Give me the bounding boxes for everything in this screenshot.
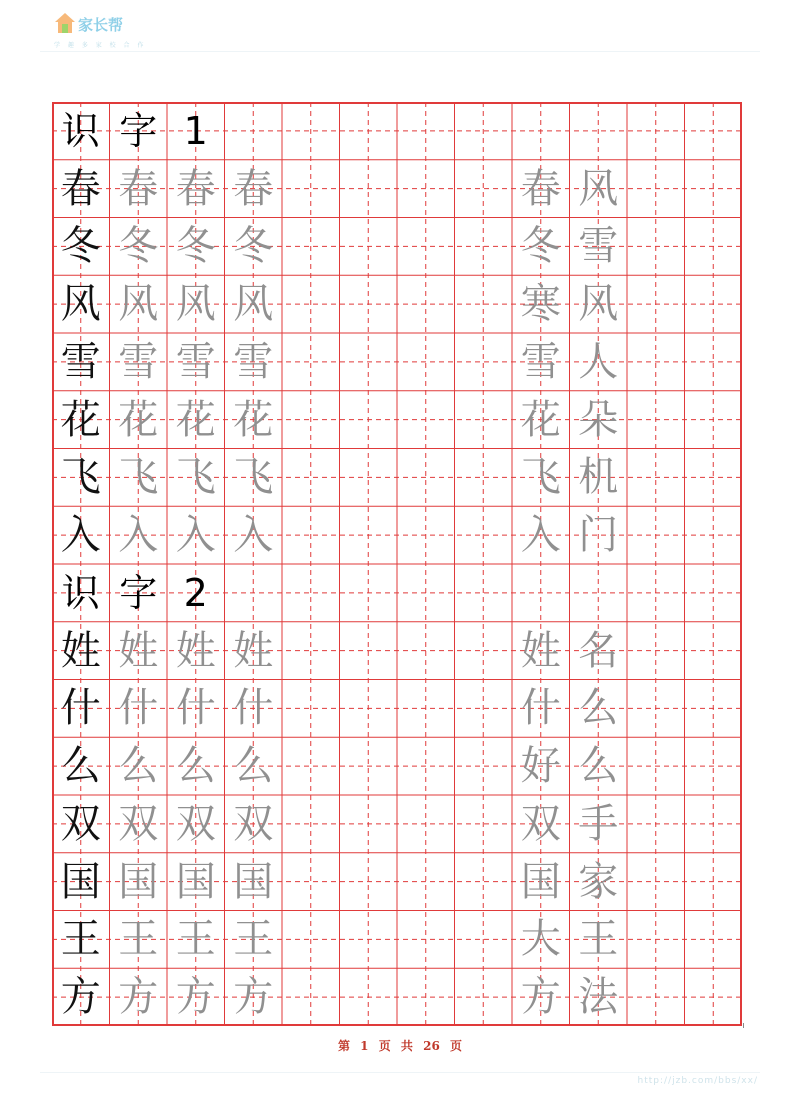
trace-char: 什 [175, 685, 216, 732]
lesson-heading-char: 字 [119, 570, 158, 615]
trace-char: 风 [118, 281, 159, 328]
model-char: 双 [60, 800, 101, 847]
trace-char: 雪 [233, 338, 274, 385]
trace-char: 双 [118, 800, 159, 847]
trace-char: 方 [118, 974, 159, 1021]
model-char: 姓 [60, 627, 101, 674]
word-char: 好 [520, 743, 561, 790]
word-char: 手 [578, 800, 619, 847]
total-pages-number: 26 [423, 1039, 440, 1053]
lesson-heading-char: 识 [61, 108, 100, 153]
word-char: 寒 [520, 281, 561, 328]
logo-text: 家长帮 [78, 16, 124, 34]
trace-char: 春 [233, 165, 274, 212]
trace-char: 王 [233, 916, 274, 963]
word-char: 姓 [520, 627, 561, 674]
lesson-heading-char: 识 [61, 570, 100, 615]
model-char: 风 [60, 281, 101, 328]
trace-char: 什 [118, 685, 159, 732]
trace-char: 方 [233, 974, 274, 1021]
word-char: 人 [578, 338, 619, 385]
crop-mark [743, 1023, 747, 1028]
trace-char: 冬 [118, 223, 159, 270]
word-char: 么 [578, 685, 619, 732]
model-char: 入 [60, 512, 101, 559]
trace-char: 春 [118, 165, 159, 212]
footer-divider [40, 1072, 760, 1073]
page-label: 页 [378, 1039, 391, 1053]
word-char: 大 [520, 916, 561, 963]
word-char: 王 [578, 916, 619, 963]
lesson-heading-char: 2 [183, 570, 208, 615]
word-char: 国 [520, 858, 561, 905]
model-char: 飞 [60, 454, 101, 501]
trace-char: 花 [118, 396, 159, 443]
total-label: 共 [400, 1039, 413, 1053]
word-char: 方 [520, 974, 561, 1021]
trace-char: 国 [175, 858, 216, 905]
word-char: 雪 [578, 223, 619, 270]
trace-char: 飞 [233, 454, 274, 501]
word-char: 双 [520, 800, 561, 847]
model-char: 国 [60, 858, 101, 905]
trace-char: 冬 [233, 223, 274, 270]
model-char: 什 [60, 685, 101, 732]
trace-char: 飞 [118, 454, 159, 501]
trace-char: 入 [118, 512, 159, 559]
trace-char: 国 [233, 858, 274, 905]
word-char: 花 [520, 396, 561, 443]
model-char: 王 [60, 916, 101, 963]
page-label-suffix: 页 [450, 1039, 463, 1053]
current-page-number: 1 [360, 1039, 369, 1053]
trace-char: 双 [233, 800, 274, 847]
word-char: 机 [578, 454, 619, 501]
trace-char: 么 [118, 743, 159, 790]
logo-subtitle: 学 趣 多 家 校 合 作 [54, 42, 147, 49]
trace-char: 王 [118, 916, 159, 963]
trace-char: 么 [175, 743, 216, 790]
model-char: 么 [60, 743, 101, 790]
lesson-heading-char: 字 [119, 108, 158, 153]
trace-char: 风 [233, 281, 274, 328]
lesson-heading-char: 1 [183, 108, 208, 153]
model-char: 方 [60, 974, 101, 1021]
word-char: 么 [578, 743, 619, 790]
model-char: 冬 [60, 223, 101, 270]
trace-char: 什 [233, 685, 274, 732]
watermark-url: http://jzb.com/bbs/xx/ [637, 1076, 758, 1086]
trace-char: 雪 [118, 338, 159, 385]
trace-char: 入 [233, 512, 274, 559]
trace-char: 双 [175, 800, 216, 847]
trace-char: 入 [175, 512, 216, 559]
word-char: 风 [578, 281, 619, 328]
word-char: 飞 [520, 454, 561, 501]
word-char: 家 [578, 858, 619, 905]
page-indicator [0, 1037, 800, 1054]
trace-char: 风 [175, 281, 216, 328]
word-char: 门 [578, 512, 619, 559]
model-char: 雪 [60, 338, 101, 385]
trace-char: 方 [175, 974, 216, 1021]
trace-char: 王 [175, 916, 216, 963]
model-char: 花 [60, 396, 101, 443]
trace-char: 花 [233, 396, 274, 443]
word-char: 朵 [578, 396, 619, 443]
word-char: 入 [520, 512, 561, 559]
trace-char: 飞 [175, 454, 216, 501]
house-logo-icon [54, 12, 76, 34]
word-char: 什 [520, 685, 561, 732]
page-label-prefix: 第 [337, 1039, 350, 1053]
word-char: 冬 [520, 223, 561, 270]
trace-char: 冬 [175, 223, 216, 270]
word-char: 雪 [520, 338, 561, 385]
word-char: 风 [578, 165, 619, 212]
word-char: 春 [520, 165, 561, 212]
trace-char: 么 [233, 743, 274, 790]
trace-char: 姓 [233, 627, 274, 674]
practice-sheet [52, 102, 742, 1026]
trace-char: 姓 [118, 627, 159, 674]
model-char: 春 [60, 165, 101, 212]
word-char: 名 [578, 627, 619, 674]
trace-char: 花 [175, 396, 216, 443]
trace-char: 国 [118, 858, 159, 905]
trace-char: 春 [175, 165, 216, 212]
trace-char: 雪 [175, 338, 216, 385]
trace-char: 姓 [175, 627, 216, 674]
site-logo [54, 10, 164, 50]
word-char: 法 [578, 974, 619, 1021]
header-divider [40, 51, 760, 52]
